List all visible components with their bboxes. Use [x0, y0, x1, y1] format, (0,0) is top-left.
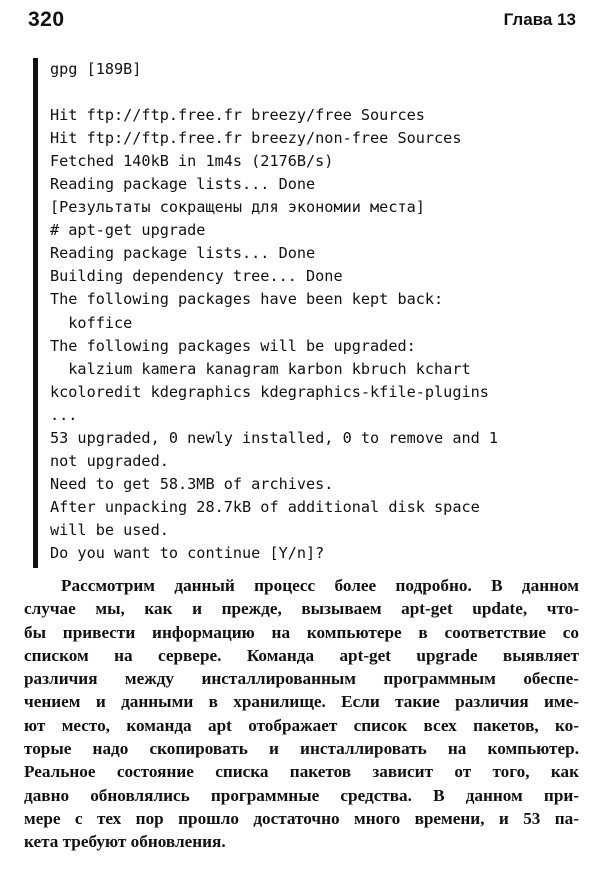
paragraph-line: давно обновлялись программные средства. В данном при-	[24, 785, 579, 805]
terminal-output-block	[33, 58, 573, 568]
code-line: gpg [189B]	[50, 60, 142, 78]
paragraph-line: кета требуют обновления.	[24, 832, 226, 852]
code-line: After unpacking 28.7kB of additional disk space	[50, 497, 480, 516]
page-number: 320	[28, 8, 65, 31]
code-line: kcoloredit kdegraphics kdegraphics-kfile-plugins	[50, 382, 489, 401]
code-line: not upgraded.	[50, 451, 169, 470]
body-paragraph	[24, 574, 579, 854]
paragraph-line: списком на сервере. Команда apt-get upgrade выявляет	[24, 645, 579, 665]
code-line: Fetched 140kB in 1m4s (2176B/s)	[50, 152, 334, 171]
code-line: Hit ftp://ftp.free.fr breezy/free Sources	[50, 106, 425, 125]
code-line: Reading package lists... Done	[50, 175, 316, 194]
paragraph-line: Реальное состояние списка пакетов зависит от того, как	[24, 762, 579, 782]
page-header	[28, 8, 576, 38]
chapter-title: Глава 13	[503, 10, 576, 29]
paragraph-line: ют место, команда apt отображает список всех пакетов, ко-	[24, 715, 579, 735]
code-line: ...	[50, 405, 78, 424]
paragraph-line: различия между инсталлированным программным обеспе-	[24, 669, 579, 689]
code-line: The following packages have been kept back:	[50, 290, 444, 309]
paragraph-line: мере с тех пор прошло достаточно много времени, и 53 па-	[24, 808, 579, 828]
code-line: Hit ftp://ftp.free.fr breezy/non-free Sources	[50, 129, 462, 148]
code-line	[50, 81, 573, 104]
code-line: koffice	[50, 313, 133, 332]
code-line: will be used.	[50, 520, 169, 539]
code-line: 53 upgraded, 0 newly installed, 0 to remove and 1	[50, 428, 499, 447]
code-line: Need to get 58.3MB of archives.	[50, 474, 334, 493]
code-line: Building dependency tree... Done	[50, 267, 343, 286]
paragraph-line: бы привести информацию на компьютере в соответствие со	[24, 622, 579, 642]
code-line: The following packages will be upgraded:	[50, 336, 416, 355]
code-line: kalzium kamera kanagram karbon kbruch kchart	[50, 359, 471, 378]
code-line: Reading package lists... Done	[50, 244, 316, 263]
code-line: Do you want to continue [Y/n]?	[50, 543, 325, 562]
paragraph-line: чением и данными в хранилище. Если такие различия име-	[24, 692, 579, 712]
paragraph-line: случае мы, как и прежде, вызываем apt-get update, что-	[24, 599, 579, 619]
paragraph-line: Рассмотрим данный процесс более подробно. В данном	[61, 576, 579, 595]
code-line: # apt-get upgrade	[50, 221, 206, 240]
paragraph-line: торые надо скопировать и инсталлировать на компьютер.	[24, 739, 579, 759]
code-line: [Результаты сокращены для экономии места]	[50, 198, 425, 217]
